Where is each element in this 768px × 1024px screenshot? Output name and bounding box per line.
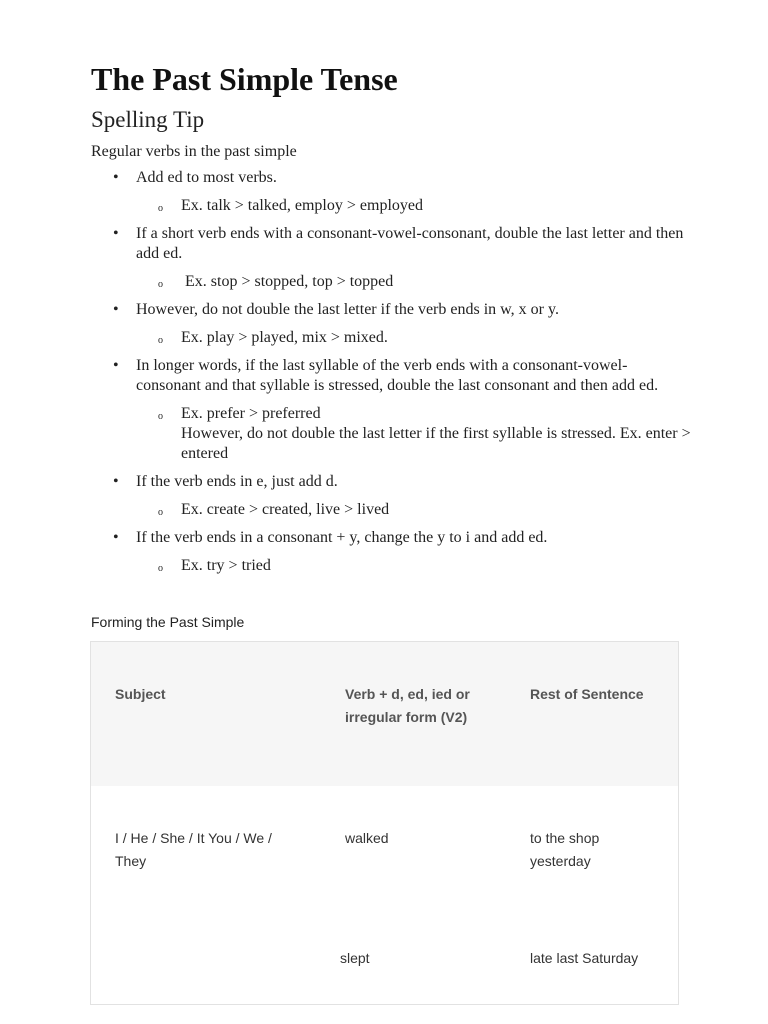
example-list (136, 328, 691, 348)
rule-item (91, 356, 691, 464)
example-item (136, 404, 691, 464)
example-list (136, 196, 691, 216)
example-list (136, 556, 691, 576)
spelling-rules-list (91, 168, 691, 576)
example-text: Ex. stop > stopped, top > topped (181, 273, 394, 290)
example-text: Ex. prefer > preferred (181, 405, 321, 422)
rule-item (91, 472, 691, 520)
rule-text: In longer words, if the last syllable of the verb ends with a consonant-vowel-consonant and that syllable is stressed, double the last consonant and then add ed. (136, 357, 659, 394)
example-text: Ex. try > tried (181, 557, 271, 574)
section-subtitle: Spelling Tip (91, 107, 205, 132)
past-simple-table (90, 641, 679, 1005)
bullet-icon: • (113, 529, 119, 546)
bullet-icon: • (113, 473, 119, 490)
circle-bullet-icon: o (158, 563, 163, 574)
table-cell-verb: slept (340, 950, 370, 966)
example-list (136, 500, 691, 520)
example-item (136, 272, 691, 292)
bullet-icon: • (113, 301, 119, 318)
example-note-text: However, do not double the last letter if the first syllable is stressed. Ex. enter > entered (181, 425, 691, 462)
article (91, 60, 691, 584)
circle-bullet-icon: o (158, 203, 163, 214)
circle-bullet-icon: o (158, 507, 163, 518)
header-verb: Verb + d, ed, ied or irregular form (V2) (345, 686, 470, 725)
example-item (136, 500, 691, 520)
page-title: The Past Simple Tense (91, 61, 398, 97)
example-text: Ex. play > played, mix > mixed. (181, 329, 388, 346)
table-cell-verb: walked (345, 830, 389, 846)
rule-item (91, 300, 691, 348)
circle-bullet-icon: o (158, 411, 163, 422)
bullet-icon: • (113, 169, 119, 186)
circle-bullet-icon: o (158, 335, 163, 346)
rule-item (91, 168, 691, 216)
example-list (136, 404, 691, 464)
header-subject: Subject (115, 686, 166, 702)
header-rest: Rest of Sentence (530, 686, 644, 702)
rule-item (91, 528, 691, 576)
rule-item (91, 224, 691, 292)
table-cell-subject: I / He / She / It You / We / They (115, 830, 272, 869)
rule-text: Add ed to most verbs. (136, 169, 277, 186)
example-item (136, 328, 691, 348)
circle-bullet-icon: o (158, 279, 163, 290)
table-cell-rest: late last Saturday (530, 950, 639, 966)
example-item (136, 556, 691, 576)
rule-text: If the verb ends in a consonant + y, change the y to i and add ed. (136, 529, 548, 546)
example-text: Ex. create > created, live > lived (181, 501, 390, 518)
table-cell-rest: to the shop yesterday (530, 830, 600, 869)
bullet-icon: • (113, 357, 119, 374)
rule-text: However, do not double the last letter if the verb ends in w, x or y. (136, 301, 559, 318)
example-text: Ex. talk > talked, employ > employed (181, 197, 423, 214)
table-caption: Forming the Past Simple (91, 614, 245, 630)
example-item (136, 196, 691, 216)
example-list (136, 272, 691, 292)
rule-text: If the verb ends in e, just add d. (136, 473, 338, 490)
bullet-icon: • (113, 225, 119, 242)
rule-text: If a short verb ends with a consonant-vowel-consonant, double the last letter and then add ed. (136, 225, 684, 262)
intro-text: Regular verbs in the past simple (91, 143, 297, 160)
